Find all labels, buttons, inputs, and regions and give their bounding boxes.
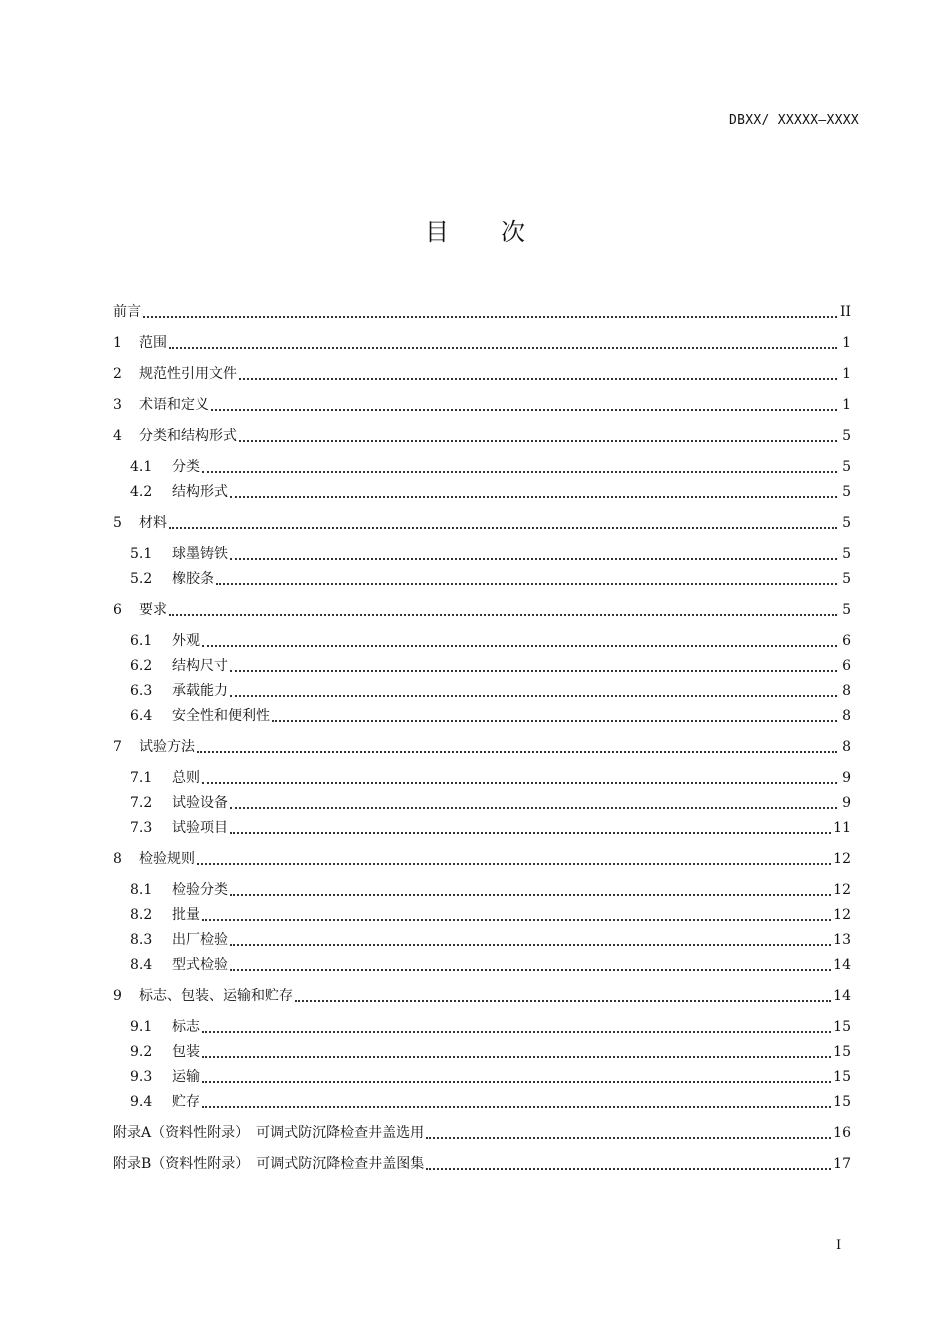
- toc-entry-page: 11: [833, 820, 851, 836]
- toc-entry[interactable]: [130, 951, 851, 975]
- toc-dot-leader: [197, 851, 831, 865]
- toc-dot-leader: [272, 708, 837, 722]
- toc-entry-number: 6.4: [130, 708, 153, 724]
- toc-entry[interactable]: [130, 540, 851, 564]
- toc-entry[interactable]: [130, 453, 851, 477]
- toc-dot-leader: [202, 459, 837, 473]
- toc-entry-label: 批量: [172, 907, 200, 923]
- toc-entry[interactable]: [130, 1088, 851, 1112]
- toc-entry-page: 13: [833, 932, 851, 948]
- toc-entry-label: 检验规则: [139, 851, 195, 867]
- toc-entry[interactable]: [113, 298, 851, 322]
- toc-entry[interactable]: [113, 1119, 851, 1143]
- toc-entry[interactable]: [113, 982, 851, 1006]
- toc-entry-page: 5: [842, 546, 851, 562]
- toc-entry-number: 8.2: [130, 907, 153, 923]
- toc-entry-label: 结构尺寸: [172, 658, 228, 674]
- toc-entry-label: 球墨铸铁: [172, 546, 228, 562]
- toc-dot-leader: [295, 988, 831, 1002]
- toc-entry-label: 标志: [172, 1019, 200, 1035]
- toc-dot-leader: [426, 1156, 831, 1170]
- toc-entry[interactable]: [130, 478, 851, 502]
- toc-entry-label: 外观: [172, 633, 200, 649]
- toc-entry-label: 附录A（资料性附录） 可调式防沉降检查井盖选用: [113, 1125, 425, 1141]
- toc-entry-label: 型式检验: [172, 957, 228, 973]
- toc-entry-page: 9: [842, 770, 851, 786]
- toc-entry-number: 5.1: [130, 546, 153, 562]
- toc-entry-label: 出厂检验: [172, 932, 228, 948]
- toc-dot-leader: [230, 957, 831, 971]
- toc-entry-label: 结构形式: [172, 484, 228, 500]
- toc-entry-number: 7.3: [130, 820, 153, 836]
- toc-entry[interactable]: [113, 360, 851, 384]
- toc-entry-number: 7: [113, 739, 122, 755]
- toc-entry[interactable]: [113, 391, 851, 415]
- toc-entry-page: 6: [842, 633, 851, 649]
- toc-dot-leader: [216, 571, 837, 585]
- toc-entry[interactable]: [130, 627, 851, 651]
- toc-entry[interactable]: [113, 509, 851, 533]
- toc-entry-page: 5: [842, 571, 851, 587]
- toc-entry-number: 6.2: [130, 658, 153, 674]
- toc-entry[interactable]: [113, 329, 851, 353]
- toc-dot-leader: [230, 932, 831, 946]
- toc-entry-number: 6: [113, 602, 122, 618]
- toc-dot-leader: [169, 602, 837, 616]
- toc-dot-leader: [230, 658, 837, 672]
- toc-dot-leader: [197, 739, 837, 753]
- toc-dot-leader: [230, 683, 837, 697]
- toc-entry-page: 5: [842, 602, 851, 618]
- page-number: I: [836, 1238, 842, 1253]
- toc-entry-number: 6.1: [130, 633, 153, 649]
- toc-entry-label: 前言: [113, 304, 141, 320]
- toc-entry[interactable]: [130, 1063, 851, 1087]
- toc-entry-number: 4.1: [130, 459, 153, 475]
- toc-entry[interactable]: [130, 1013, 851, 1037]
- toc-entry-number: 1: [113, 335, 122, 351]
- toc-entry-page: II: [839, 304, 851, 320]
- toc-entry-label: 术语和定义: [139, 397, 209, 413]
- toc-entry-number: 9.3: [130, 1069, 153, 1085]
- toc-dot-leader: [202, 1044, 831, 1058]
- toc-entry-number: 6.3: [130, 683, 153, 699]
- toc-entry-label: 范围: [139, 335, 167, 351]
- toc-entry[interactable]: [113, 733, 851, 757]
- toc-dot-leader: [230, 484, 837, 498]
- toc-dot-leader: [202, 1019, 831, 1033]
- toc-entry-page: 1: [842, 335, 851, 351]
- toc-entry[interactable]: [113, 596, 851, 620]
- toc-entry-page: 8: [842, 683, 851, 699]
- toc-entry[interactable]: [130, 702, 851, 726]
- toc-entry[interactable]: [130, 764, 851, 788]
- toc-dot-leader: [239, 428, 837, 442]
- toc-entry-label: 运输: [172, 1069, 200, 1085]
- toc-entry-number: 4.2: [130, 484, 153, 500]
- toc-entry-page: 5: [842, 459, 851, 475]
- toc-dot-leader: [169, 515, 837, 529]
- toc-dot-leader: [202, 770, 837, 784]
- toc-dot-leader: [202, 907, 831, 921]
- toc-entry-number: 8.3: [130, 932, 153, 948]
- toc-dot-leader: [230, 546, 837, 560]
- toc-entry[interactable]: [113, 422, 851, 446]
- toc-entry-page: 17: [833, 1156, 851, 1172]
- toc-entry[interactable]: [130, 565, 851, 589]
- toc-entry-page: 1: [842, 366, 851, 382]
- toc-entry-number: 7.2: [130, 795, 153, 811]
- toc-title-char-2: 次: [501, 218, 525, 246]
- toc-entry-label: 安全性和便利性: [172, 708, 270, 724]
- toc-entry-label: 包装: [172, 1044, 200, 1060]
- toc-entry-label: 附录B（资料性附录） 可调式防沉降检查井盖图集: [113, 1156, 425, 1172]
- toc-entry-number: 5: [113, 515, 122, 531]
- toc-dot-leader: [230, 820, 831, 834]
- toc-entry-label: 橡胶条: [172, 571, 214, 587]
- toc-entry[interactable]: [130, 926, 851, 950]
- toc-entry-page: 15: [833, 1094, 851, 1110]
- toc-entry-page: 12: [833, 882, 851, 898]
- toc-entry-label: 承载能力: [172, 683, 228, 699]
- toc-dot-leader: [169, 335, 837, 349]
- toc-entry-number: 9: [113, 988, 122, 1004]
- toc-title: [0, 212, 950, 247]
- toc-entry-page: 5: [842, 428, 851, 444]
- toc-entry[interactable]: [130, 789, 851, 813]
- toc-entry-page: 5: [842, 515, 851, 531]
- document-code: DBXX/ XXXXX—XXXX: [728, 113, 859, 128]
- toc-entry-number: 8.1: [130, 882, 153, 898]
- toc-entry-page: 8: [842, 739, 851, 755]
- toc-dot-leader: [143, 304, 837, 318]
- toc-entry-label: 试验项目: [172, 820, 228, 836]
- toc-entry-number: 3: [113, 397, 122, 413]
- toc-entry-page: 6: [842, 658, 851, 674]
- toc-entry-page: 15: [833, 1069, 851, 1085]
- toc-entry-number: 5.2: [130, 571, 153, 587]
- toc-dot-leader: [230, 882, 831, 896]
- toc-entry-page: 14: [833, 988, 851, 1004]
- toc-entry-page: 1: [842, 397, 851, 413]
- toc-entry[interactable]: [113, 845, 851, 869]
- toc-entry[interactable]: [130, 876, 851, 900]
- toc-title-char-1: 目: [425, 218, 449, 246]
- toc-entry-label: 要求: [139, 602, 167, 618]
- toc-entry-label: 检验分类: [172, 882, 228, 898]
- toc-entry-number: 9.1: [130, 1019, 153, 1035]
- toc-entry-page: 15: [833, 1019, 851, 1035]
- toc-entry-label: 规范性引用文件: [139, 366, 237, 382]
- toc-entry-label: 试验方法: [139, 739, 195, 755]
- toc-entry[interactable]: [113, 1150, 851, 1174]
- toc-entry-page: 14: [833, 957, 851, 973]
- toc-entry-label: 贮存: [172, 1094, 200, 1110]
- toc-entry-number: 2: [113, 366, 122, 382]
- toc-entry-label: 标志、包装、运输和贮存: [139, 988, 293, 1004]
- toc-dot-leader: [202, 1069, 831, 1083]
- toc-dot-leader: [239, 366, 837, 380]
- toc-entry-page: 9: [842, 795, 851, 811]
- toc-entry-number: 9.2: [130, 1044, 153, 1060]
- toc-entry[interactable]: [130, 814, 851, 838]
- toc-entry-number: 9.4: [130, 1094, 153, 1110]
- toc-entry[interactable]: [130, 901, 851, 925]
- toc-entry-page: 12: [833, 851, 851, 867]
- toc-entry[interactable]: [130, 677, 851, 701]
- toc-dot-leader: [426, 1125, 831, 1139]
- toc-entry-label: 总则: [172, 770, 200, 786]
- toc-entry-number: 7.1: [130, 770, 153, 786]
- toc-entry-page: 12: [833, 907, 851, 923]
- toc-entry-number: 4: [113, 428, 122, 444]
- toc-dot-leader: [230, 795, 837, 809]
- toc-entry-number: 8.4: [130, 957, 153, 973]
- toc-entry-page: 16: [833, 1125, 851, 1141]
- toc-entry[interactable]: [130, 652, 851, 676]
- toc-entry-label: 分类: [172, 459, 200, 475]
- toc-entry-label: 分类和结构形式: [139, 428, 237, 444]
- toc-dot-leader: [211, 397, 837, 411]
- toc-entry-page: 8: [842, 708, 851, 724]
- toc-dot-leader: [202, 1094, 831, 1108]
- toc-entry-page: 15: [833, 1044, 851, 1060]
- toc-entry[interactable]: [130, 1038, 851, 1062]
- toc-entry-page: 5: [842, 484, 851, 500]
- toc-entry-label: 材料: [139, 515, 167, 531]
- toc-entry-label: 试验设备: [172, 795, 228, 811]
- toc-dot-leader: [202, 633, 837, 647]
- toc-entry-number: 8: [113, 851, 122, 867]
